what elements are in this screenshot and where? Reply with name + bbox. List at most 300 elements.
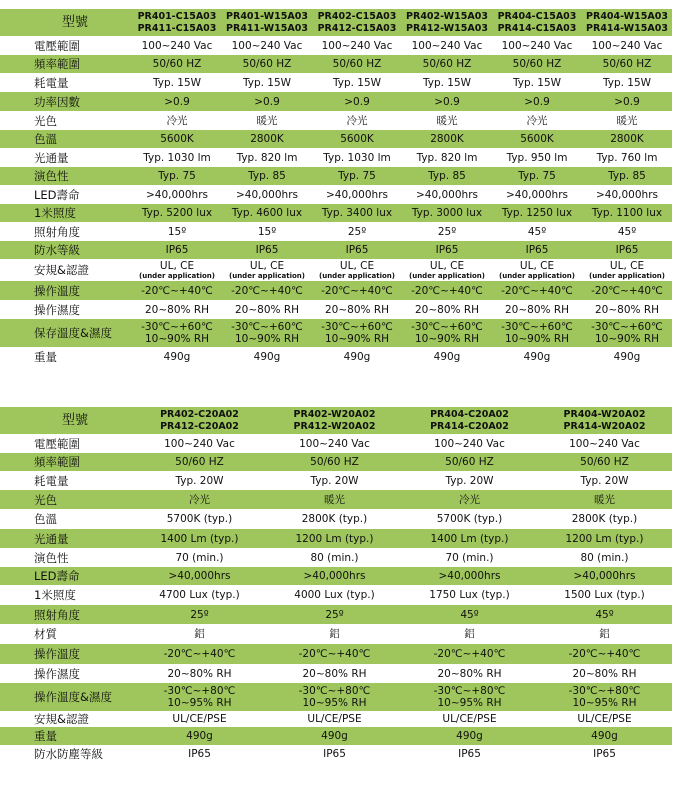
spec-value: Typ. 760 lm — [596, 151, 658, 164]
spec-sub-value: 10~95% RH — [167, 697, 232, 709]
spec-value: IP65 — [345, 244, 369, 256]
spec-value: 暖光 — [616, 114, 638, 127]
spec-value-cell — [132, 167, 222, 185]
spec-value: >40,000hrs — [416, 188, 478, 201]
spec-value-cell — [132, 727, 267, 745]
spec-value: -20℃~+40℃ — [591, 284, 663, 297]
spec-value-cell — [402, 319, 492, 347]
spec-row — [0, 259, 672, 281]
model-header-row — [0, 407, 672, 434]
spec-value-cell — [267, 624, 402, 644]
spec-row — [0, 471, 672, 490]
spec-row — [0, 36, 672, 55]
spec-value: 490g — [591, 730, 618, 742]
spec-value: UL, CE — [339, 260, 375, 272]
spec-value-cell — [132, 130, 222, 148]
spec-value: 45º — [617, 225, 637, 238]
spec-value: -30℃~+60℃ — [141, 321, 213, 333]
spec-value-cell — [222, 130, 312, 148]
spec-value: 20~80% RH — [414, 303, 480, 316]
spec-value: >40,000hrs — [236, 188, 298, 201]
spec-value-cell — [132, 73, 222, 92]
spec-value-cell — [492, 300, 582, 319]
spec-value: 1200 Lm (typ.) — [565, 532, 644, 545]
spec-value: UL, CE — [159, 260, 195, 272]
spec-value-cell — [312, 92, 402, 111]
spec-value-cell — [537, 585, 672, 605]
spec-value-cell — [222, 167, 312, 185]
spec-value-cell — [492, 222, 582, 241]
spec-row — [0, 664, 672, 683]
spec-value-cell — [402, 644, 537, 664]
spec-value-cell — [312, 148, 402, 167]
spec-value: -20℃~+40℃ — [141, 284, 213, 297]
spec-value-cell — [537, 529, 672, 548]
spec-value: 25º — [325, 608, 344, 621]
spec-value-cell — [132, 745, 267, 763]
spec-value: IP65 — [615, 244, 639, 256]
spec-table-20w — [0, 407, 672, 763]
spec-value: 100~240 Vac — [321, 39, 393, 52]
spec-value: Typ. 1100 lux — [591, 207, 663, 219]
spec-value-cell — [537, 624, 672, 644]
spec-label: 安規&認證 — [0, 259, 132, 281]
spec-label: 1米照度 — [0, 585, 132, 605]
spec-value-cell — [402, 548, 537, 567]
spec-value-cell — [402, 148, 492, 167]
spec-label: 保存溫度&濕度 — [0, 319, 132, 347]
spec-value-cell — [222, 148, 312, 167]
spec-value: IP65 — [165, 244, 189, 256]
spec-value-cell — [402, 683, 537, 711]
spec-value-cell — [402, 585, 537, 605]
model-name: PR402-W20A02 — [293, 408, 376, 420]
spec-value: 20~80% RH — [167, 667, 232, 680]
spec-value: 490g — [253, 351, 281, 363]
header-label: 型號 — [0, 407, 132, 434]
spec-value: 25º — [347, 225, 367, 238]
spec-value-cell — [402, 281, 492, 300]
spec-value: IP65 — [458, 748, 481, 760]
spec-value-cell — [402, 471, 537, 490]
spec-value: 鋁 — [194, 628, 205, 640]
spec-row — [0, 548, 672, 567]
spec-value-cell — [267, 664, 402, 683]
spec-value: 1400 Lm (typ.) — [430, 532, 509, 545]
spec-value-cell — [132, 185, 222, 204]
spec-value: -30℃~+60℃ — [411, 321, 483, 333]
spec-value: -30℃~+80℃ — [568, 685, 641, 697]
spec-value-cell — [537, 745, 672, 763]
spec-value-cell — [492, 73, 582, 92]
spec-value-cell — [267, 605, 402, 624]
spec-value: 100~240 Vac — [164, 437, 235, 450]
spec-value: 100~240 Vac — [411, 39, 483, 52]
spec-value: Typ. 15W — [242, 76, 292, 89]
spec-value-cell — [132, 111, 222, 130]
spec-value-cell — [132, 624, 267, 644]
spec-label: 耗電量 — [0, 73, 132, 92]
spec-value: 20~80% RH — [437, 667, 502, 680]
spec-value: Typ. 1030 lm — [143, 151, 211, 164]
spec-row — [0, 509, 672, 529]
spec-value: 20~80% RH — [324, 303, 390, 316]
spec-value-cell — [582, 241, 672, 259]
spec-value-cell — [267, 585, 402, 605]
model-name: PR412-W15A03 — [406, 22, 488, 34]
spec-row — [0, 585, 672, 605]
model-name: PR401-W15A03 — [226, 10, 308, 22]
model-name: PR401-C15A03 — [137, 10, 217, 22]
spec-value-cell — [222, 300, 312, 319]
spec-value-cell — [537, 683, 672, 711]
spec-value: 50/60 HZ — [445, 456, 494, 468]
spec-sub-value: (under application) — [499, 272, 575, 280]
spec-label: 照射角度 — [0, 222, 132, 241]
spec-value-cell — [132, 683, 267, 711]
spec-value-cell — [402, 36, 492, 55]
spec-label: 重量 — [0, 727, 132, 745]
spec-value-cell — [222, 185, 312, 204]
spec-value-cell — [582, 319, 672, 347]
spec-value-cell — [222, 111, 312, 130]
model-name: PR404-W15A03 — [586, 10, 668, 22]
spec-value: 鋁 — [329, 628, 340, 640]
spec-value-cell — [132, 453, 267, 471]
spec-value-cell — [132, 241, 222, 259]
spec-value-cell — [537, 490, 672, 509]
spec-value-cell — [312, 281, 402, 300]
spec-label: 色溫 — [0, 130, 132, 148]
spec-value-cell — [582, 281, 672, 300]
spec-value: 50/60 HZ — [332, 58, 382, 70]
spec-value-cell — [222, 259, 312, 281]
spec-value-cell — [492, 281, 582, 300]
spec-value: -20℃~+40℃ — [501, 284, 573, 297]
spec-sub-value: (under application) — [319, 272, 395, 280]
spec-value-cell — [402, 664, 537, 683]
spec-sub-value: 10~95% RH — [437, 697, 502, 709]
spec-value-cell — [402, 92, 492, 111]
spec-value: UL, CE — [429, 260, 465, 272]
spec-value-cell — [267, 490, 402, 509]
spec-value-cell — [267, 644, 402, 664]
spec-value: >40,000hrs — [146, 188, 208, 201]
spec-value-cell — [222, 347, 312, 367]
spec-value-cell — [222, 222, 312, 241]
spec-value-cell — [312, 167, 402, 185]
spec-row — [0, 148, 672, 167]
spec-label: 操作濕度 — [0, 300, 132, 319]
spec-value-cell — [132, 281, 222, 300]
spec-value: IP65 — [255, 244, 279, 256]
spec-value-cell — [132, 664, 267, 683]
spec-value: 100~240 Vac — [501, 39, 573, 52]
model-name-cell — [582, 9, 672, 36]
spec-value-cell — [402, 745, 537, 763]
spec-row — [0, 434, 672, 453]
spec-value: Typ. 75 — [518, 170, 556, 182]
spec-value: -30℃~+80℃ — [433, 685, 506, 697]
spec-value-cell — [537, 453, 672, 471]
spec-value-cell — [402, 727, 537, 745]
spec-sub-value: (under application) — [409, 272, 485, 280]
spec-value: 50/60 HZ — [580, 456, 629, 468]
spec-label: 頻率範圍 — [0, 453, 132, 471]
model-name: PR404-C15A03 — [497, 10, 577, 22]
spec-value: 100~240 Vac — [299, 437, 370, 450]
spec-value: IP65 — [188, 748, 211, 760]
spec-label: 光色 — [0, 111, 132, 130]
spec-value: UL/CE/PSE — [577, 713, 632, 725]
spec-value-cell — [492, 241, 582, 259]
spec-value-cell — [492, 55, 582, 73]
spec-value-cell — [132, 585, 267, 605]
spec-value-cell — [402, 300, 492, 319]
spec-value-cell — [402, 347, 492, 367]
spec-value: 2800K (typ.) — [571, 513, 638, 525]
spec-row — [0, 185, 672, 204]
spec-value-cell — [132, 548, 267, 567]
spec-value-cell — [222, 92, 312, 111]
spec-value-cell — [222, 241, 312, 259]
spec-value-cell — [492, 36, 582, 55]
model-name-cell — [537, 407, 672, 434]
spec-value: 20~80% RH — [234, 303, 300, 316]
spec-value-cell — [582, 204, 672, 222]
spec-value-cell — [537, 664, 672, 683]
spec-value-cell — [537, 605, 672, 624]
spec-value-cell — [402, 567, 537, 585]
spec-value: 鋁 — [464, 628, 475, 640]
spec-value: >40,000hrs — [573, 570, 636, 582]
spec-value: 5700K (typ.) — [166, 513, 233, 525]
spec-value-cell — [132, 605, 267, 624]
spec-value: Typ. 1030 lm — [323, 151, 391, 164]
spec-value-cell — [132, 567, 267, 585]
spec-value: 1200 Lm (typ.) — [295, 532, 374, 545]
spec-value: >40,000hrs — [303, 570, 366, 582]
spec-value: >40,000hrs — [438, 570, 501, 582]
spec-value: 50/60 HZ — [512, 58, 562, 70]
spec-value: 冷光 — [459, 493, 480, 506]
model-name: PR412-W20A02 — [293, 420, 376, 432]
spec-value-cell — [402, 509, 537, 529]
spec-row — [0, 241, 672, 259]
spec-sub-value: 10~90% RH — [414, 333, 480, 345]
spec-value-cell — [312, 73, 402, 92]
spec-row — [0, 745, 672, 763]
spec-value: UL, CE — [519, 260, 555, 272]
spec-value: 50/60 HZ — [152, 58, 202, 70]
spec-value: >0.9 — [614, 95, 640, 108]
spec-value-cell — [222, 73, 312, 92]
model-name: PR402-W15A03 — [406, 10, 488, 22]
spec-value: IP65 — [323, 748, 346, 760]
spec-value-cell — [132, 259, 222, 281]
spec-value-cell — [582, 148, 672, 167]
spec-value-cell — [582, 111, 672, 130]
spec-row — [0, 727, 672, 745]
spec-value-cell — [402, 490, 537, 509]
spec-value: 490g — [523, 351, 551, 363]
spec-row — [0, 453, 672, 471]
spec-value: Typ. 15W — [602, 76, 652, 89]
spec-label: 光通量 — [0, 148, 132, 167]
spec-value: -30℃~+60℃ — [321, 321, 393, 333]
model-name: PR411-C15A03 — [137, 22, 217, 34]
spec-value: Typ. 4600 lux — [231, 207, 303, 219]
spec-value-cell — [267, 434, 402, 453]
spec-value: Typ. 15W — [422, 76, 472, 89]
model-name: PR404-C20A02 — [430, 408, 509, 420]
spec-value: Typ. 15W — [512, 76, 562, 89]
spec-label: 重量 — [0, 347, 132, 367]
spec-value: Typ. 15W — [332, 76, 382, 89]
spec-value-cell — [582, 347, 672, 367]
spec-value-cell — [267, 567, 402, 585]
spec-value: 45º — [527, 225, 547, 238]
spec-row — [0, 319, 672, 347]
model-name: PR414-C15A03 — [497, 22, 577, 34]
spec-value: Typ. 20W — [445, 474, 494, 487]
spec-value-cell — [537, 471, 672, 490]
spec-label: 色溫 — [0, 509, 132, 529]
model-name: PR414-W15A03 — [586, 22, 668, 34]
spec-row — [0, 683, 672, 711]
spec-value: 490g — [343, 351, 371, 363]
spec-sub-value: 10~90% RH — [234, 333, 300, 345]
spec-value-cell — [267, 745, 402, 763]
spec-value: >40,000hrs — [596, 188, 658, 201]
spec-value-cell — [267, 529, 402, 548]
spec-value-cell — [402, 624, 537, 644]
spec-value-cell — [132, 92, 222, 111]
spec-label: LED壽命 — [0, 185, 132, 204]
spec-label: 防水防塵等級 — [0, 745, 132, 763]
spec-value: 1750 Lux (typ.) — [429, 589, 510, 601]
spec-value: 50/60 HZ — [242, 58, 292, 70]
spec-value-cell — [222, 281, 312, 300]
spec-row — [0, 130, 672, 148]
spec-value: UL/CE/PSE — [172, 713, 227, 725]
spec-row — [0, 490, 672, 509]
spec-value-cell — [312, 347, 402, 367]
spec-value: Typ. 950 lm — [506, 151, 568, 164]
spec-value: >40,000hrs — [168, 570, 231, 582]
spec-value: 100~240 Vac — [591, 39, 663, 52]
spec-value-cell — [267, 711, 402, 727]
spec-value: -20℃~+40℃ — [568, 648, 641, 660]
spec-value: Typ. 820 lm — [416, 151, 478, 164]
spec-value: 100~240 Vac — [141, 39, 213, 52]
spec-value: 1400 Lm (typ.) — [160, 532, 239, 545]
spec-value: -20℃~+40℃ — [231, 284, 303, 297]
spec-value-cell — [132, 319, 222, 347]
spec-value-cell — [537, 711, 672, 727]
spec-value: Typ. 3400 lux — [321, 207, 393, 219]
spec-label: 防水等級 — [0, 241, 132, 259]
spec-value: Typ. 20W — [580, 474, 629, 487]
spec-value: 45º — [460, 608, 479, 621]
spec-value-cell — [582, 36, 672, 55]
spec-label: 操作溫度 — [0, 281, 132, 300]
spec-value: 45º — [595, 608, 614, 621]
spec-value: -20℃~+40℃ — [321, 284, 393, 297]
spec-value-cell — [267, 727, 402, 745]
spec-value: 70 (min.) — [445, 551, 494, 564]
spec-value: >0.9 — [164, 95, 190, 108]
spec-value: 80 (min.) — [580, 551, 629, 564]
spec-row — [0, 644, 672, 664]
spec-value-cell — [582, 130, 672, 148]
spec-row — [0, 605, 672, 624]
spec-value: >40,000hrs — [326, 188, 388, 201]
spec-value: 50/60 HZ — [422, 58, 472, 70]
spec-value-cell — [222, 204, 312, 222]
spec-value-cell — [537, 509, 672, 529]
spec-value: IP65 — [435, 244, 459, 256]
spec-value-cell — [492, 130, 582, 148]
spec-value: -30℃~+60℃ — [501, 321, 573, 333]
model-name: PR412-C15A03 — [317, 22, 397, 34]
spec-value: 5600K — [520, 133, 554, 145]
spec-label: 功率因數 — [0, 92, 132, 111]
spec-value-cell — [132, 490, 267, 509]
spec-value: 15º — [167, 225, 187, 238]
spec-value: Typ. 820 lm — [236, 151, 298, 164]
spec-value: -20℃~+40℃ — [298, 648, 371, 660]
spec-sub-value: 10~90% RH — [144, 333, 210, 345]
spec-row — [0, 347, 672, 367]
spec-value-cell — [312, 36, 402, 55]
spec-value-cell — [312, 204, 402, 222]
spec-value: 50/60 HZ — [602, 58, 652, 70]
model-name: PR411-W15A03 — [226, 22, 308, 34]
model-name: PR402-C15A03 — [317, 10, 397, 22]
spec-value-cell — [267, 683, 402, 711]
header-label: 型號 — [0, 9, 132, 36]
spec-value: Typ. 20W — [175, 474, 224, 487]
spec-value: 490g — [433, 351, 461, 363]
spec-value: IP65 — [525, 244, 549, 256]
spec-value-cell — [492, 204, 582, 222]
spec-value-cell — [582, 300, 672, 319]
spec-value-cell — [132, 55, 222, 73]
spec-value-cell — [582, 167, 672, 185]
spec-row — [0, 111, 672, 130]
spec-value-cell — [132, 347, 222, 367]
spec-value-cell — [492, 148, 582, 167]
spec-value: UL/CE/PSE — [307, 713, 362, 725]
spec-value: 20~80% RH — [572, 667, 637, 680]
spec-value-cell — [222, 319, 312, 347]
spec-value: 100~240 Vac — [434, 437, 505, 450]
model-name-cell — [267, 407, 402, 434]
model-name-cell — [312, 9, 402, 36]
spec-value-cell — [312, 259, 402, 281]
model-header-row — [0, 9, 672, 36]
spec-row — [0, 92, 672, 111]
spec-value-cell — [312, 55, 402, 73]
spec-value: 1500 Lux (typ.) — [564, 589, 645, 601]
spec-value-cell — [402, 167, 492, 185]
spec-label: 操作溫度 — [0, 644, 132, 664]
spec-label: 材質 — [0, 624, 132, 644]
spec-value: -30℃~+80℃ — [163, 685, 236, 697]
spec-value-cell — [402, 241, 492, 259]
spec-value-cell — [537, 644, 672, 664]
